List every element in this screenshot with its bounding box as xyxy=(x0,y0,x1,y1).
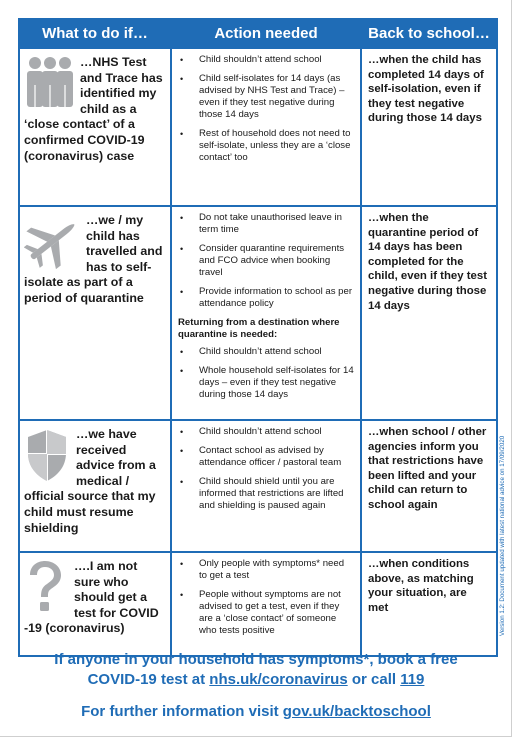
action-list xyxy=(172,421,360,512)
action-cell xyxy=(171,552,361,656)
footer-line1-text: If anyone in your household has symptoms*, book a free xyxy=(54,651,458,668)
action-list xyxy=(172,49,360,164)
list-item: • Consider quarantine requirements and FCO advice when booking travel xyxy=(178,243,354,279)
list-item: • Provide information to school as per attendance policy xyxy=(178,286,354,310)
list-item: • Child shouldn’t attend school xyxy=(178,426,354,438)
footer-symptoms-line2 xyxy=(0,670,512,690)
backtoschool-link[interactable]: gov.uk/backtoschool xyxy=(282,703,431,720)
action-list xyxy=(172,207,360,310)
list-item: • Whole household self-isolates for 14 days – even if they test negative during those 14 days xyxy=(178,365,354,401)
returning-subheading: Returning from a destination where quarantine is needed: xyxy=(178,317,340,340)
version-note: Version 1.2: Document updated with latest national advice on 17/09/2020 xyxy=(499,435,506,636)
question-mark-icon xyxy=(24,559,74,621)
situation-cell xyxy=(19,206,171,420)
call-119-link[interactable]: 119 xyxy=(400,671,425,688)
back-to-school-text: …when the child has completed 14 days of self-isolation, even if they test negative during those 14 days xyxy=(368,54,484,125)
list-item: • Only people with symptoms* need to get a test xyxy=(178,558,354,582)
situation-label: ….I am not sure who should get a test for COVID -19 (coronavirus) xyxy=(24,559,159,636)
list-item: • Child self-isolates for 14 days (as advised by NHS Test and Trace) – even if they test negative during those 14 days xyxy=(178,73,354,121)
action-cell xyxy=(171,48,361,206)
table-row xyxy=(19,48,497,206)
back-to-school-cell xyxy=(361,206,497,420)
table-row xyxy=(19,552,497,656)
footer-line2-mid: or call xyxy=(347,671,401,688)
footer-symptoms-line1 xyxy=(0,650,512,670)
table-row xyxy=(19,206,497,420)
action-list-returning xyxy=(172,346,360,401)
list-item: • Child should shield until you are informed that restrictions are lifted and shielding is paused again xyxy=(178,476,354,512)
situation-text xyxy=(20,49,170,170)
footer-info-line xyxy=(0,702,512,722)
table-row xyxy=(19,420,497,552)
situation-label: …NHS Test and Trace has identified my child as a ‘close contact’ of a confirmed COVID-19 (coronavirus) case xyxy=(24,55,163,163)
situation-label: …we / my child has travelled and has to self-isolate as part of a period of quarantine xyxy=(24,213,163,305)
situation-cell xyxy=(19,420,171,552)
back-to-school-text: …when conditions above, as matching your situation, are met xyxy=(368,558,474,614)
footer-line2-text: COVID-19 test at xyxy=(87,671,210,688)
back-to-school-text: …when the quarantine period of 14 days has been completed for the child, even if they test negative during those 14 days xyxy=(368,212,488,312)
shield-icon xyxy=(24,427,76,489)
header-action-needed: Action needed xyxy=(171,19,361,48)
guidance-table xyxy=(18,18,498,657)
people-group-icon xyxy=(24,55,80,117)
list-item: • Do not take unauthorised leave in term time xyxy=(178,212,354,236)
back-to-school-cell xyxy=(361,552,497,656)
back-to-school-text: …when school / other agencies inform you that restrictions have been lifted and your child can return to school again xyxy=(368,426,487,511)
action-list xyxy=(172,553,360,637)
list-item: • Child shouldn’t attend school xyxy=(178,54,354,66)
list-item: • Rest of household does not need to self-isolate, unless they are a ‘close contact’ too xyxy=(178,128,354,164)
situation-cell xyxy=(19,552,171,656)
footer-line3-text: For further information visit xyxy=(81,703,283,720)
list-item: • Contact school as advised by attendance officer / pastoral team xyxy=(178,445,354,469)
situation-label: …we have received advice from a medical / official source that my child must resume shielding xyxy=(24,427,156,535)
nhs-coronavirus-link[interactable]: nhs.uk/coronavirus xyxy=(209,671,348,688)
situation-text xyxy=(20,421,170,542)
header-back-to-school: Back to school… xyxy=(361,19,497,48)
back-to-school-cell xyxy=(361,48,497,206)
header-what-to-do: What to do if… xyxy=(19,19,171,48)
airplane-icon xyxy=(24,213,86,275)
situation-cell xyxy=(19,48,171,206)
list-item: • Child shouldn’t attend school xyxy=(178,346,354,358)
situation-text xyxy=(20,553,170,643)
action-cell xyxy=(171,206,361,420)
back-to-school-cell xyxy=(361,420,497,552)
table-header-row xyxy=(19,19,497,48)
situation-text xyxy=(20,207,170,313)
action-cell xyxy=(171,420,361,552)
list-item: • People without symptoms are not advised to get a test, even if they are a ‘close contact’ of someone who tests positive xyxy=(178,589,354,637)
